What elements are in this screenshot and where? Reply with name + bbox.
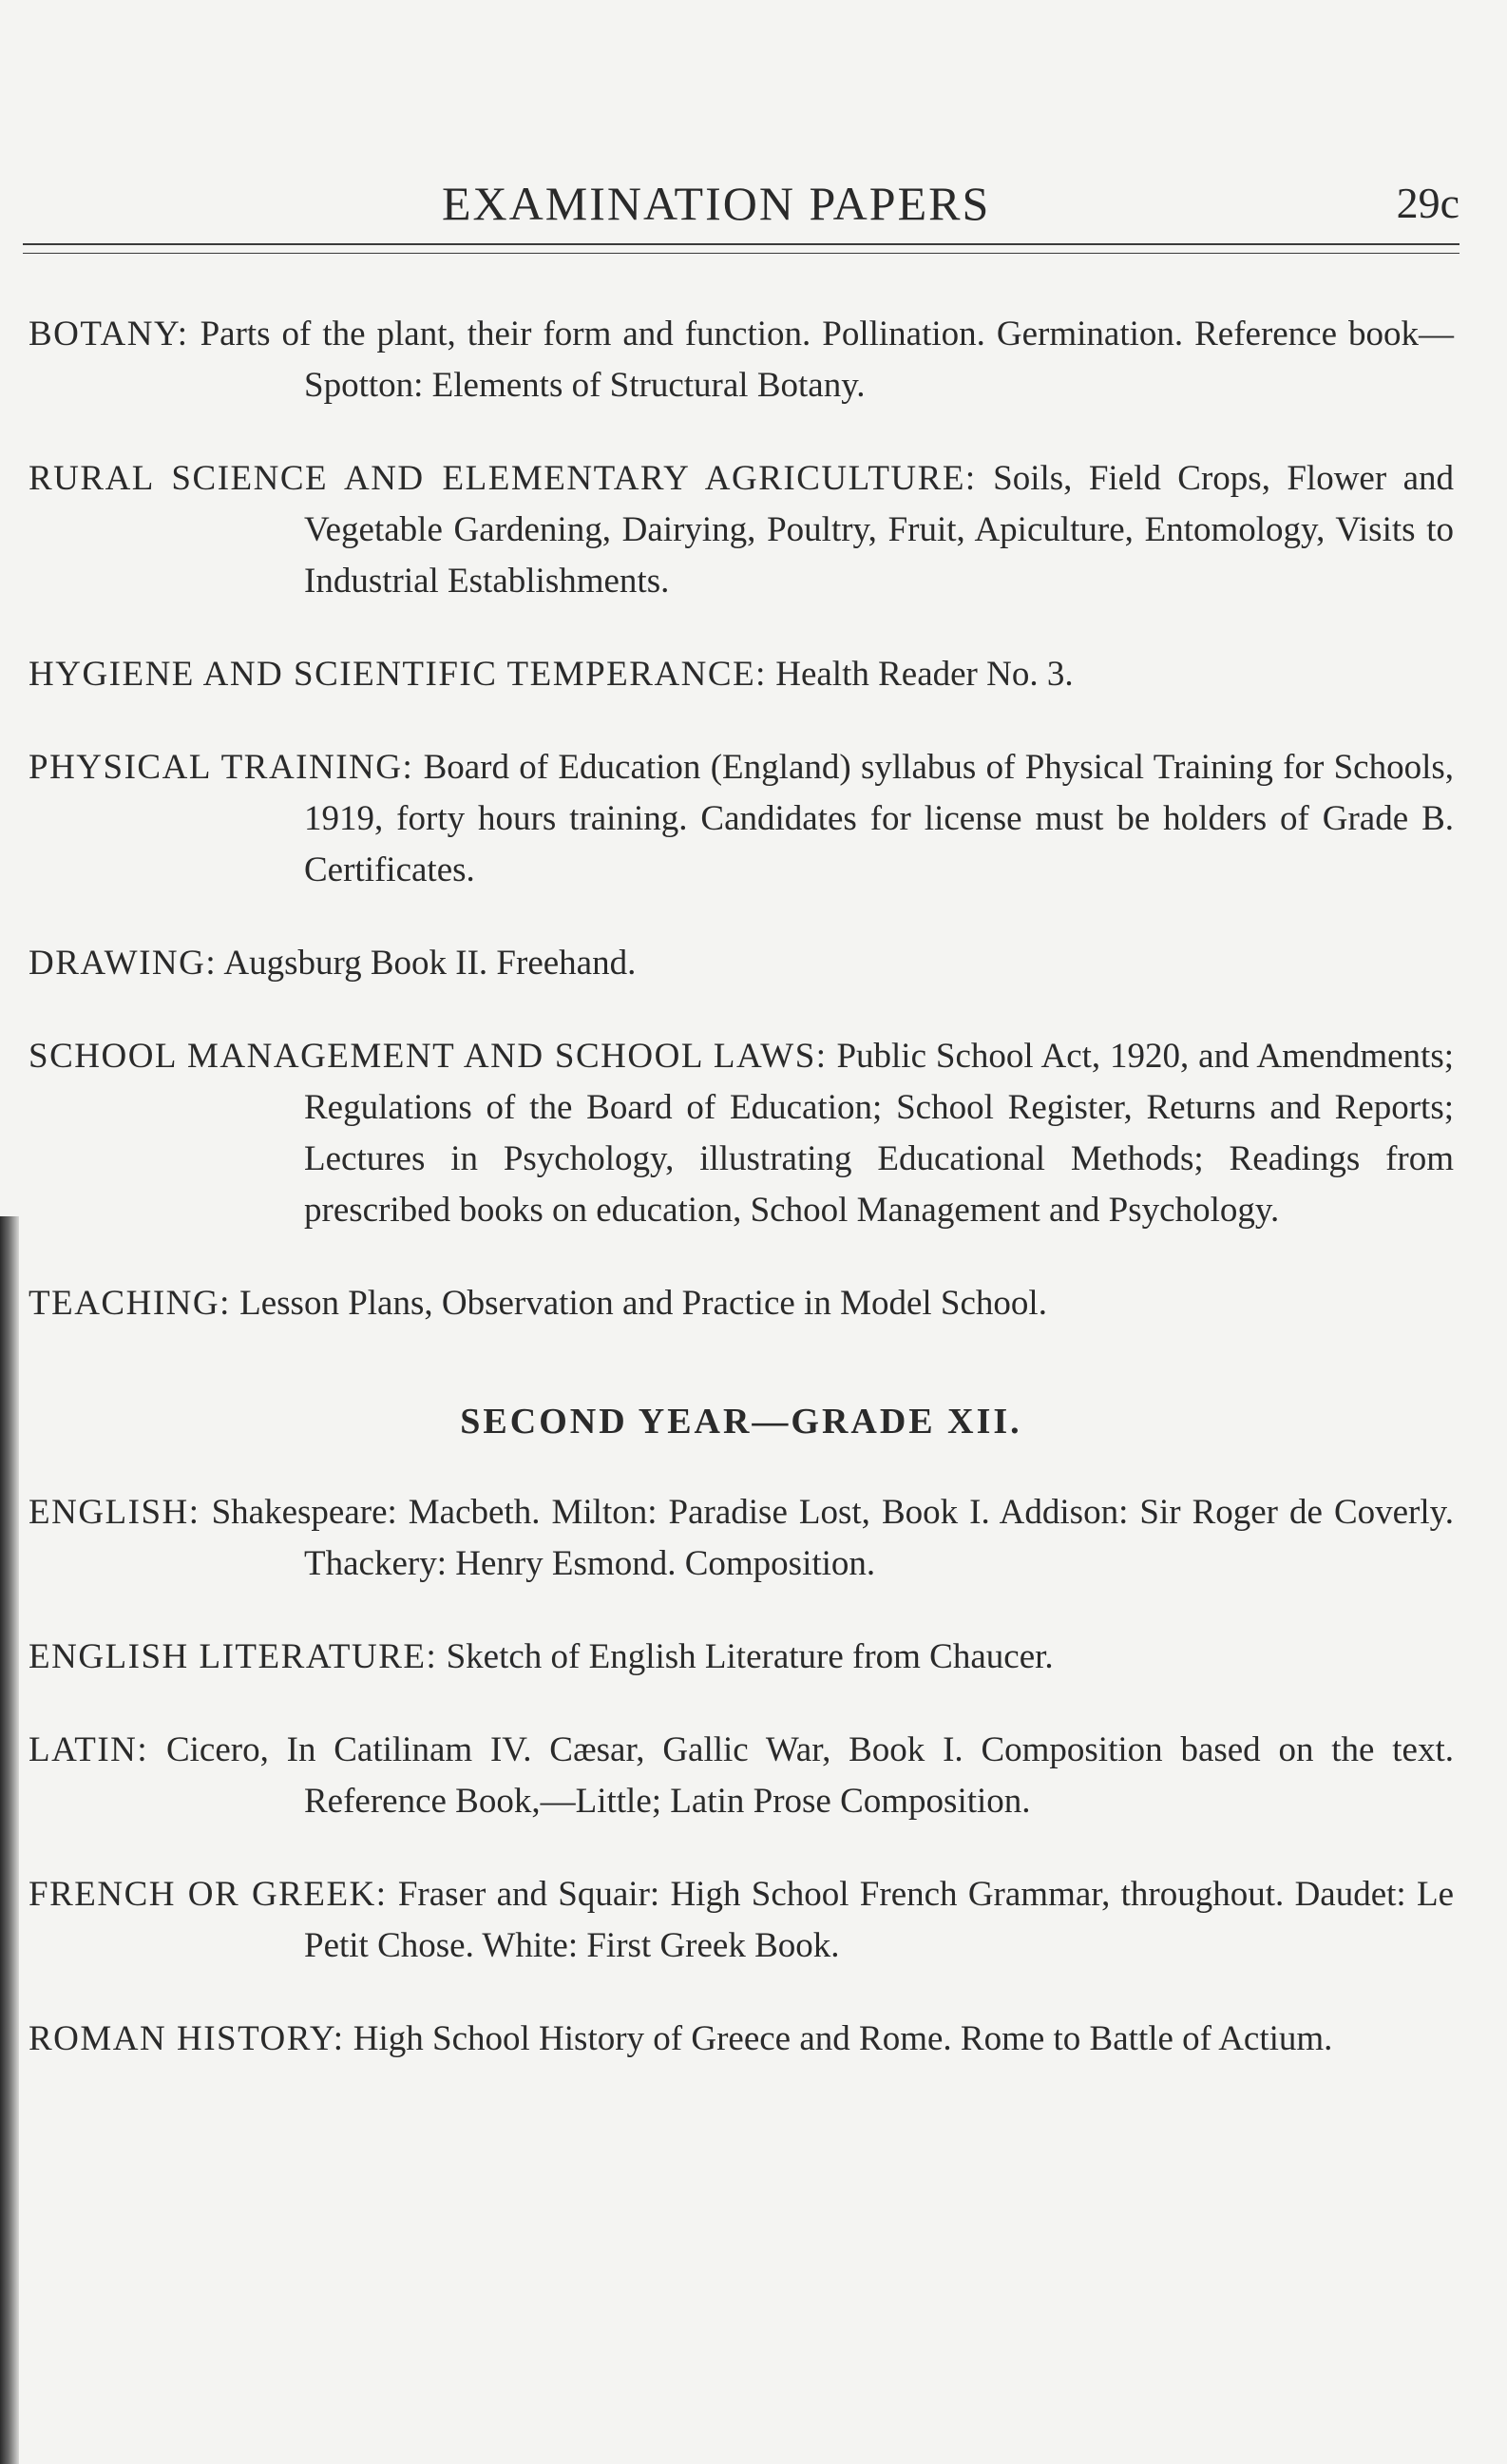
- entry-text: Health Reader No. 3.: [775, 655, 1074, 694]
- entry-text: Public School Act, 1920, and Amendments; Regulations of the Board of Education; School Register, Returns and Reports; Lectures in Psychology, illustrating Educational Methods; Readings from prescribed books on education, School Management and Psychology.: [304, 1037, 1454, 1230]
- entry-text: Sketch of English Literature from Chaucer.: [446, 1637, 1054, 1676]
- entry-text: Fraser and Squair: High School French Grammar, throughout. Daudet: Le Petit Chose. White: First Greek Book.: [304, 1875, 1455, 1965]
- page-header: [0, 176, 1507, 242]
- header-rule-top: [23, 243, 1459, 245]
- entry-text: Board of Education (England) syllabus of Physical Training for Schools, 1919, forty hours training. Candidates for license must be holders of Grade B. Certificates.: [304, 748, 1454, 889]
- entry-text: Cicero, In Catilinam IV. Cæsar, Gallic War, Book I. Composition based on the text. Reference Book,—Little; Latin Prose Composition.: [165, 1730, 1454, 1821]
- entry-drawing: [29, 938, 1454, 989]
- entry-french-or-greek: [29, 1869, 1454, 1972]
- entry-subject: BOTANY:: [29, 315, 189, 353]
- header-rule-bottom: [23, 253, 1459, 254]
- entry-subject: DRAWING:: [29, 944, 218, 983]
- entry-subject: HYGIENE AND SCIENTIFIC TEMPERANCE:: [29, 655, 767, 694]
- entry-subject: SCHOOL MANAGEMENT AND SCHOOL LAWS:: [29, 1037, 828, 1076]
- entry-hygiene: [29, 649, 1454, 700]
- page-number: 29c: [1396, 179, 1459, 227]
- entry-english-literature: [29, 1632, 1454, 1683]
- entry-school-management: [29, 1031, 1454, 1236]
- page-content: [29, 309, 1454, 2107]
- entry-subject: ENGLISH LITERATURE:: [29, 1637, 438, 1676]
- entry-text: Augsburg Book II. Freehand.: [223, 944, 637, 983]
- entry-text: Soils, Field Crops, Flower and Vegetable Gardening, Dairying, Poultry, Fruit, Apiculture, Entomology, Visits to Industrial Establishments.: [304, 459, 1455, 601]
- entry-text: Shakespeare: Macbeth. Milton: Paradise Lost, Book I. Addison: Sir Roger de Coverly. Thackery: Henry Esmond. Composition.: [211, 1493, 1455, 1583]
- entry-rural-science: [29, 453, 1454, 607]
- scan-binding-edge: [0, 1216, 19, 2464]
- entry-text: Parts of the plant, their form and function. Pollination. Germination. Reference book—Spotton: Elements of Structural Botany.: [200, 315, 1454, 405]
- entry-subject: FRENCH OR GREEK:: [29, 1875, 388, 1914]
- entry-subject: TEACHING:: [29, 1284, 231, 1323]
- entry-text: Lesson Plans, Observation and Practice in Model School.: [239, 1284, 1047, 1323]
- entry-subject: ENGLISH:: [29, 1493, 200, 1532]
- entry-roman-history: [29, 2014, 1454, 2065]
- entry-physical-training: [29, 742, 1454, 896]
- entry-subject: LATIN:: [29, 1730, 149, 1769]
- entry-latin: [29, 1725, 1454, 1827]
- entry-subject: RURAL SCIENCE AND ELEMENTARY AGRICULTURE:: [29, 459, 977, 498]
- entry-botany: [29, 309, 1454, 411]
- page-title: EXAMINATION PAPERS: [442, 177, 991, 230]
- entry-subject: PHYSICAL TRAINING:: [29, 748, 414, 787]
- entry-teaching: [29, 1278, 1454, 1329]
- entry-english: [29, 1487, 1454, 1590]
- entry-subject: ROMAN HISTORY:: [29, 2019, 345, 2058]
- section-heading: SECOND YEAR—GRADE XII.: [460, 1402, 1022, 1442]
- entry-text: High School History of Greece and Rome. Rome to Battle of Actium.: [353, 2019, 1333, 2058]
